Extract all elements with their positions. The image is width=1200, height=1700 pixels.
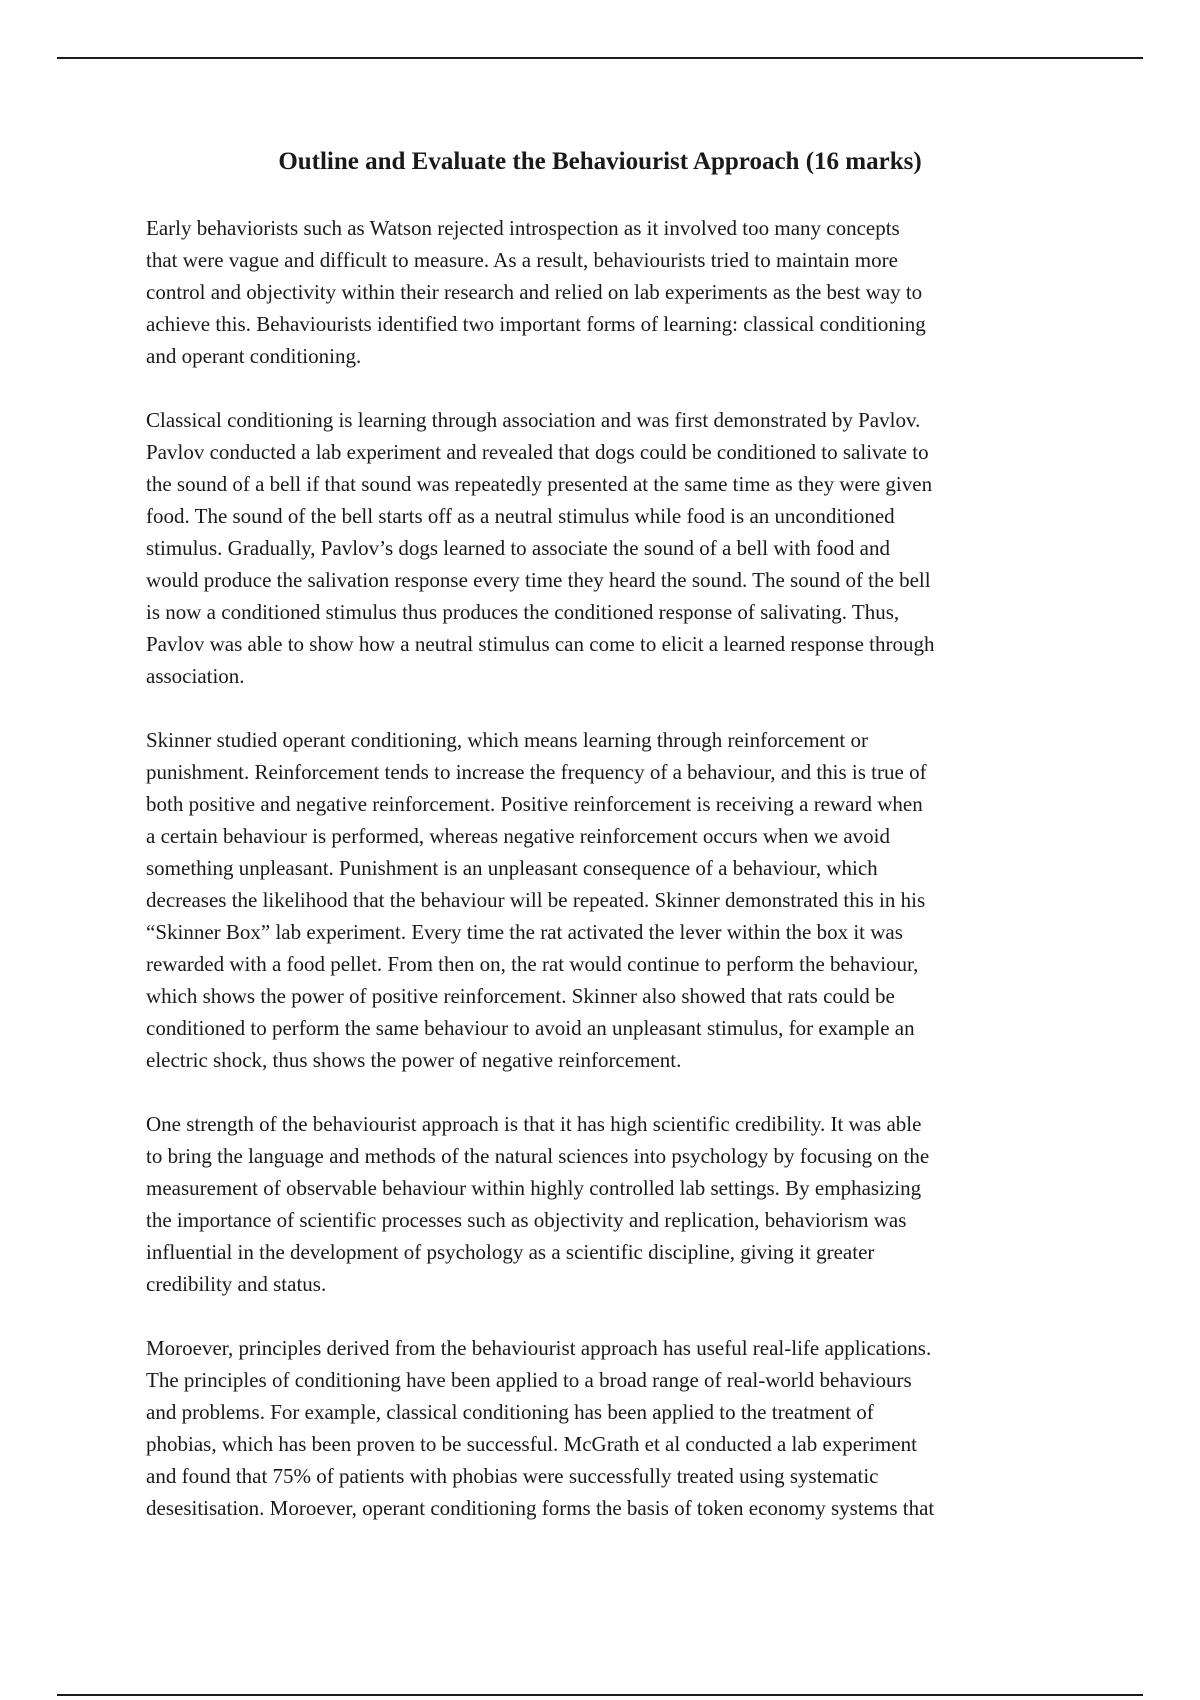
- bottom-rule: [57, 1694, 1143, 1696]
- text-line: Classical conditioning is learning through association and was first demonstrated by Pavlov.: [146, 408, 921, 432]
- text-line: achieve this. Behaviourists identified two important forms of learning: classical conditioning: [146, 312, 926, 336]
- text-line: and problems. For example, classical conditioning has been applied to the treatment of: [146, 1400, 874, 1424]
- text-line: control and objectivity within their research and relied on lab experiments as the best way to: [146, 280, 923, 304]
- text-line: The principles of conditioning have been applied to a broad range of real-world behaviours: [146, 1368, 912, 1392]
- text-line: both positive and negative reinforcement. Positive reinforcement is receiving a reward when: [146, 792, 923, 816]
- document-body: [146, 212, 1058, 1556]
- text-line: food. The sound of the bell starts off as a neutral stimulus while food is an unconditioned: [146, 504, 895, 528]
- text-line: would produce the salivation response every time they heard the sound. The sound of the bell: [146, 568, 931, 592]
- text-line: Pavlov was able to show how a neutral stimulus can come to elicit a learned response through: [146, 632, 935, 656]
- document-title: Outline and Evaluate the Behaviourist Approach (16 marks): [278, 148, 922, 175]
- text-line: conditioned to perform the same behaviour to avoid an unpleasant stimulus, for example an: [146, 1016, 915, 1040]
- text-line: “Skinner Box” lab experiment. Every time the rat activated the lever within the box it was: [146, 920, 903, 944]
- text-line: to bring the language and methods of the natural sciences into psychology by focusing on the: [146, 1144, 930, 1168]
- top-rule: [57, 57, 1143, 59]
- text-line: phobias, which has been proven to be successful. McGrath et al conducted a lab experiment: [146, 1432, 917, 1456]
- text-line: which shows the power of positive reinforcement. Skinner also showed that rats could be: [146, 984, 895, 1008]
- text-line: stimulus. Gradually, Pavlov’s dogs learned to associate the sound of a bell with food and: [146, 536, 891, 560]
- text-line: Skinner studied operant conditioning, which means learning through reinforcement or: [146, 728, 868, 752]
- text-line: the importance of scientific processes such as objectivity and replication, behaviorism was: [146, 1208, 907, 1232]
- text-line: that were vague and difficult to measure. As a result, behaviourists tried to maintain more: [146, 248, 898, 272]
- paragraph-introduction: [146, 212, 1058, 372]
- text-line: decreases the likelihood that the behaviour will be repeated. Skinner demonstrated this in his: [146, 888, 926, 912]
- text-line: and found that 75% of patients with phobias were successfully treated using systematic: [146, 1464, 879, 1488]
- text-line: Early behaviorists such as Watson rejected introspection as it involved too many concepts: [146, 216, 900, 240]
- text-line: measurement of observable behaviour within highly controlled lab settings. By emphasizing: [146, 1176, 922, 1200]
- text-line: Pavlov conducted a lab experiment and revealed that dogs could be conditioned to salivate to: [146, 440, 929, 464]
- paragraph-scientific-credibility: [146, 1108, 1058, 1300]
- text-line: Moroever, principles derived from the behaviourist approach has useful real-life applications.: [146, 1336, 932, 1360]
- text-line: the sound of a bell if that sound was repeatedly presented at the same time as they were given: [146, 472, 933, 496]
- text-line: One strength of the behaviourist approach is that it has high scientific credibility. It was able: [146, 1112, 922, 1136]
- paragraph-operant-conditioning: [146, 724, 1058, 1076]
- text-line: influential in the development of psychology as a scientific discipline, giving it greater: [146, 1240, 875, 1264]
- text-line: and operant conditioning.: [146, 344, 362, 368]
- paragraph-real-life-applications: [146, 1332, 1058, 1524]
- paragraph-classical-conditioning: [146, 404, 1058, 692]
- text-line: desesitisation. Moroever, operant conditioning forms the basis of token economy systems that: [146, 1496, 935, 1520]
- text-line: something unpleasant. Punishment is an unpleasant consequence of a behaviour, which: [146, 856, 878, 880]
- text-line: association.: [146, 664, 245, 688]
- text-line: punishment. Reinforcement tends to increase the frequency of a behaviour, and this is true of: [146, 760, 927, 784]
- text-line: rewarded with a food pellet. From then on, the rat would continue to perform the behaviour,: [146, 952, 919, 976]
- text-line: electric shock, thus shows the power of negative reinforcement.: [146, 1048, 682, 1072]
- text-line: credibility and status.: [146, 1272, 327, 1296]
- text-line: is now a conditioned stimulus thus produces the conditioned response of salivating. Thus,: [146, 600, 900, 624]
- text-line: a certain behaviour is performed, whereas negative reinforcement occurs when we avoid: [146, 824, 891, 848]
